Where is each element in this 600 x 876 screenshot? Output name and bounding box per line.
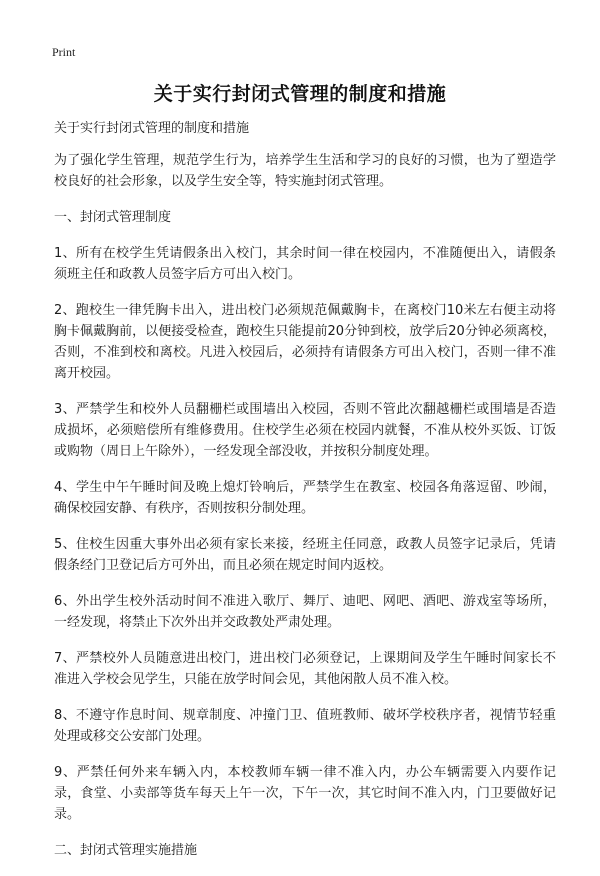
section-heading-1: 一、封闭式管理制度 bbox=[54, 210, 172, 225]
rule-paragraph: 5、住校生因重大事外出必须有家长来接，经班主任同意，政教人员签字记录后，凭请假条经门卫登记后方可外出，而且必须在规定时间内返校。 bbox=[54, 537, 556, 573]
rule-paragraph: 9、严禁任何外来车辆入内，本校教师车辆一律不准入内，办公车辆需要入内要作记录，食堂、小卖部等货车每天上午一次，下午一次，其它时间不准入内，门卫要做好记录。 bbox=[54, 765, 556, 822]
document-subtitle: 关于实行封闭式管理的制度和措施 bbox=[54, 121, 250, 136]
rule-paragraph: 4、学生中午午睡时间及晚上熄灯铃响后，严禁学生在教室、校园各角落逗留、吵闹，确保校园安静、有秩序，否则按积分制处理。 bbox=[54, 480, 556, 516]
document-body bbox=[54, 118, 556, 876]
rule-paragraph: 1、所有在校学生凭请假条出入校门，其余时间一律在校园内，不准随便出入，请假条须班主任和政教人员签字后方可出入校门。 bbox=[54, 246, 556, 282]
rule-paragraph: 2、跑校生一律凭胸卡出入，进出校门必须规范佩戴胸卡，在离校门10米左右便主动将胸卡佩戴胸前，以便接受检查，跑校生只能提前20分钟到校，放学后20分钟必须离校，否则，不准到校和离校。凡进入校园后，必须持有请假条方可出入校门，否则一律不准离开校园。 bbox=[54, 303, 556, 381]
rule-paragraph: 8、不遵守作息时间、规章制度、冲撞门卫、值班教师、破坏学校秩序者，视情节轻重处理或移交公安部门处理。 bbox=[54, 708, 556, 744]
section-heading-2: 二、封闭式管理实施措施 bbox=[54, 843, 198, 858]
page-title: 关于实行封闭式管理的制度和措施 bbox=[153, 83, 447, 105]
rule-paragraph: 6、外出学生校外活动时间不准进入歌厅、舞厅、迪吧、网吧、酒吧、游戏室等场所，一经发现，将禁止下次外出并交政教处严肃处理。 bbox=[54, 594, 556, 630]
intro-paragraph: 为了强化学生管理，规范学生行为，培养学生生活和学习的良好的习惯，也为了塑造学校良好的社会形象，以及学生安全等，特实施封闭式管理。 bbox=[54, 153, 556, 189]
rule-paragraph: 3、严禁学生和校外人员翻栅栏或围墙出入校园，否则不管此次翻越栅栏或围墙是否造成损坏，必须赔偿所有维修费用。住校学生必须在校园内就餐，不准从校外买饭、订饭或购物（周日上午除外），一经发现全部没收，并按积分制度处理。 bbox=[54, 402, 556, 459]
print-label[interactable]: Print bbox=[52, 45, 76, 59]
rule-paragraph: 7、严禁校外人员随意进出校门，进出校门必须登记，上课期间及学生午睡时间家长不准进入学校会见学生，只能在放学时间会见，其他闲散人员不准入校。 bbox=[54, 651, 556, 687]
